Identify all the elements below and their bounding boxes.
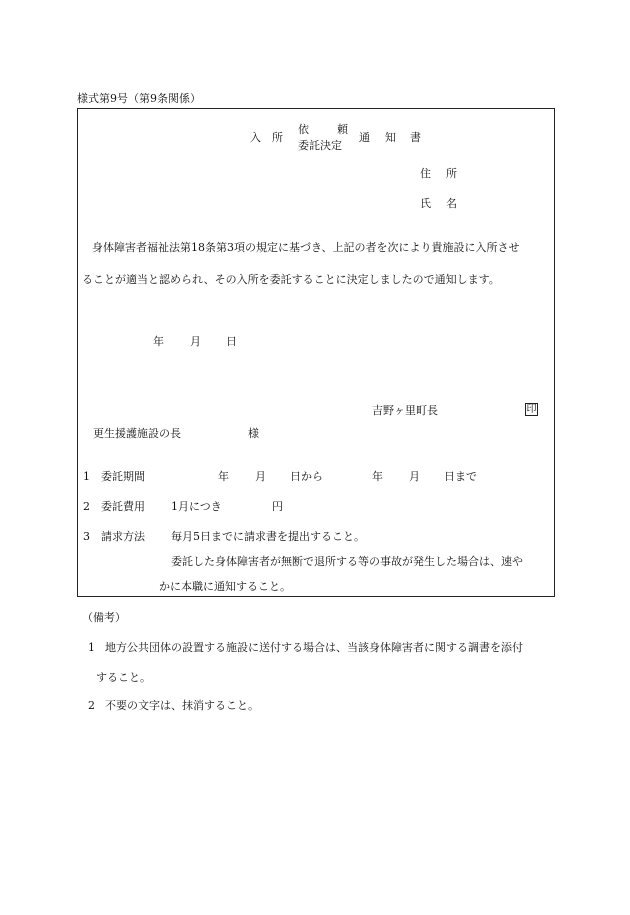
remarks-heading: （備考） [82, 611, 126, 624]
item1-to-year: 年 [372, 470, 383, 483]
remarks-note2-number: 2 [88, 699, 95, 712]
item1-to-month: 月 [409, 470, 420, 483]
title-option-top-1: 依 [298, 123, 309, 136]
item3-number: 3 [83, 530, 90, 543]
body-text-line-1: 身体障害者福祉法第18条第3項の規定に基づき、上記の者を次により貴施設に入所させ [92, 241, 520, 254]
item1-to-day: 日まで [444, 470, 477, 483]
item1-from-year: 年 [218, 470, 229, 483]
addressee-honorific: 様 [248, 427, 259, 440]
name-label-2: 名 [446, 197, 457, 210]
date-month: 月 [190, 335, 201, 348]
remarks-note1-line-1: 地方公共団体の設置する施設に送付する場合は、当該身体障害者に関する調書を添付 [105, 641, 523, 654]
addressee-name: 更生援護施設の長 [93, 427, 181, 440]
title-suffix-2: 知 [385, 131, 396, 144]
item3-line-1: 毎月5日までに請求書を提出すること。 [171, 530, 365, 543]
title-prefix-2: 所 [272, 131, 283, 144]
title-option-top-2: 頼 [337, 123, 348, 136]
item1-label: 委託期間 [101, 470, 145, 483]
item3-line-3: かに本職に通知すること。 [159, 580, 291, 593]
item2-number: 2 [83, 500, 90, 513]
item2-label: 委託費用 [101, 500, 145, 513]
body-text-line-2: ることが適当と認められ、その入所を委託することに決定しましたので通知します。 [82, 273, 500, 286]
item3-line-2: 委託した身体障害者が無断で退所する等の事故が発生した場合は、速や [171, 555, 523, 568]
title-option-bottom: 委託決定 [298, 139, 342, 152]
item2-rate: 1月につき [171, 500, 222, 513]
address-label-2: 所 [446, 167, 457, 180]
title-suffix-1: 通 [359, 131, 370, 144]
address-label-1: 住 [420, 167, 431, 180]
remarks-note1-number: 1 [88, 641, 95, 654]
remarks-note1-line-2: すること。 [96, 671, 151, 684]
date-day: 日 [226, 335, 237, 348]
remarks-note2-text: 不要の文字は、抹消すること。 [105, 699, 259, 712]
title-suffix-3: 書 [410, 131, 421, 144]
item1-from-day: 日から [290, 470, 323, 483]
item2-unit: 円 [272, 500, 283, 513]
notice-form-frame [77, 108, 555, 597]
item1-from-month: 月 [255, 470, 266, 483]
title-prefix-1: 入 [250, 131, 261, 144]
issuer-name: 吉野ヶ里町長 [372, 404, 438, 417]
item3-label: 請求方法 [101, 530, 145, 543]
seal-mark: 印 [526, 404, 537, 415]
date-year: 年 [153, 335, 164, 348]
item1-number: 1 [83, 470, 90, 483]
name-label-1: 氏 [420, 197, 431, 210]
form-number: 様式第9号（第9条関係） [77, 92, 201, 105]
